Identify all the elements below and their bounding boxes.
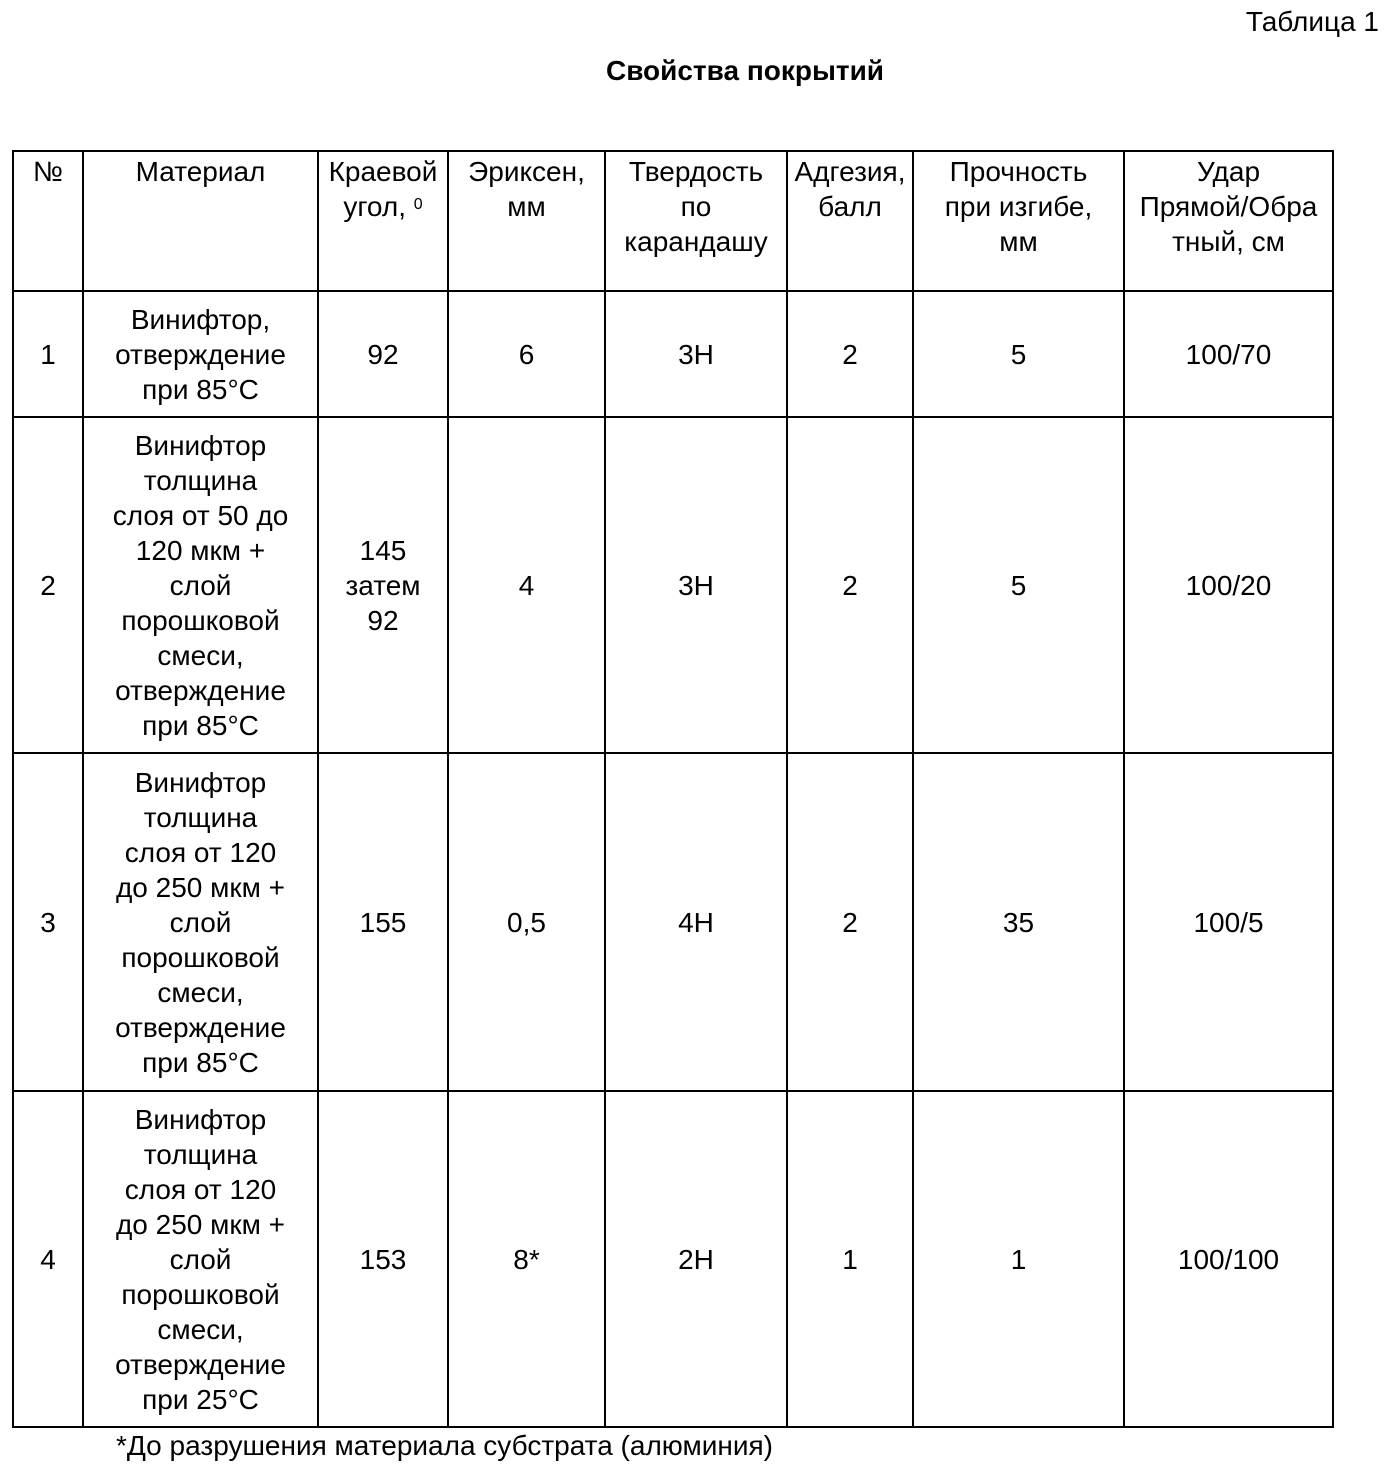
cell-hardness: 3Н: [605, 291, 787, 417]
header-material: Материал: [83, 151, 318, 291]
cell-contact-angle: 92: [318, 291, 448, 417]
cell-adhesion: 2: [787, 291, 913, 417]
cell-impact: 100/5: [1124, 753, 1333, 1091]
cell-impact: 100/20: [1124, 417, 1333, 753]
cell-adhesion: 2: [787, 417, 913, 753]
header-hardness: Твердость по карандашу: [605, 151, 787, 291]
cell-adhesion: 2: [787, 753, 913, 1091]
cell-bend: 1: [913, 1091, 1124, 1427]
cell-adhesion: 1: [787, 1091, 913, 1427]
cell-erichsen: 6: [448, 291, 605, 417]
header-adhesion: Адгезия, балл: [787, 151, 913, 291]
cell-hardness: 3Н: [605, 417, 787, 753]
header-contact-angle: Краевой угол, $^0$: [318, 151, 448, 291]
cell-num: 1: [13, 291, 83, 417]
cell-material: Винифтор толщина слоя от 120 до 250 мкм + слой порошковой смеси, отверждение при 85°С: [83, 753, 318, 1091]
cell-material: Винифтор, отверждение при 85°С: [83, 291, 318, 417]
header-num: №: [13, 151, 83, 291]
cell-impact: 100/70: [1124, 291, 1333, 417]
cell-hardness: 4Н: [605, 753, 787, 1091]
coating-properties-table: [12, 150, 1334, 1428]
cell-erichsen: 4: [448, 417, 605, 753]
header-impact: Удар Прямой/Обра тный, см: [1124, 151, 1333, 291]
footnote: *До разрушения материала субстрата (алюминия): [116, 1430, 773, 1461]
table-row: [13, 291, 1333, 417]
degree-superscript: 0: [413, 196, 423, 213]
cell-bend: 5: [913, 417, 1124, 753]
table-row: [13, 417, 1333, 753]
cell-material: Винифтор толщина слоя от 120 до 250 мкм + слой порошковой смеси, отверждение при 25°С: [83, 1091, 318, 1427]
cell-erichsen: 8*: [448, 1091, 605, 1427]
header-erichsen: Эриксен, мм: [448, 151, 605, 291]
cell-material: Винифтор толщина слоя от 50 до 120 мкм + слой порошковой смеси, отверждение при 85°С: [83, 417, 318, 753]
table-row: [13, 753, 1333, 1091]
cell-bend: 5: [913, 291, 1124, 417]
cell-num: 4: [13, 1091, 83, 1427]
table-label: Таблица 1: [1245, 6, 1379, 37]
cell-bend: 35: [913, 753, 1124, 1091]
document-title: Свойства покрытий: [605, 55, 885, 86]
cell-num: 2: [13, 417, 83, 753]
header-row: [13, 151, 1333, 291]
cell-contact-angle: 155: [318, 753, 448, 1091]
cell-erichsen: 0,5: [448, 753, 605, 1091]
table-row: [13, 1091, 1333, 1427]
cell-contact-angle: 153: [318, 1091, 448, 1427]
cell-num: 3: [13, 753, 83, 1091]
cell-impact: 100/100: [1124, 1091, 1333, 1427]
cell-contact-angle: 145 затем 92: [318, 417, 448, 753]
header-bend: Прочность при изгибе, мм: [913, 151, 1124, 291]
cell-hardness: 2Н: [605, 1091, 787, 1427]
